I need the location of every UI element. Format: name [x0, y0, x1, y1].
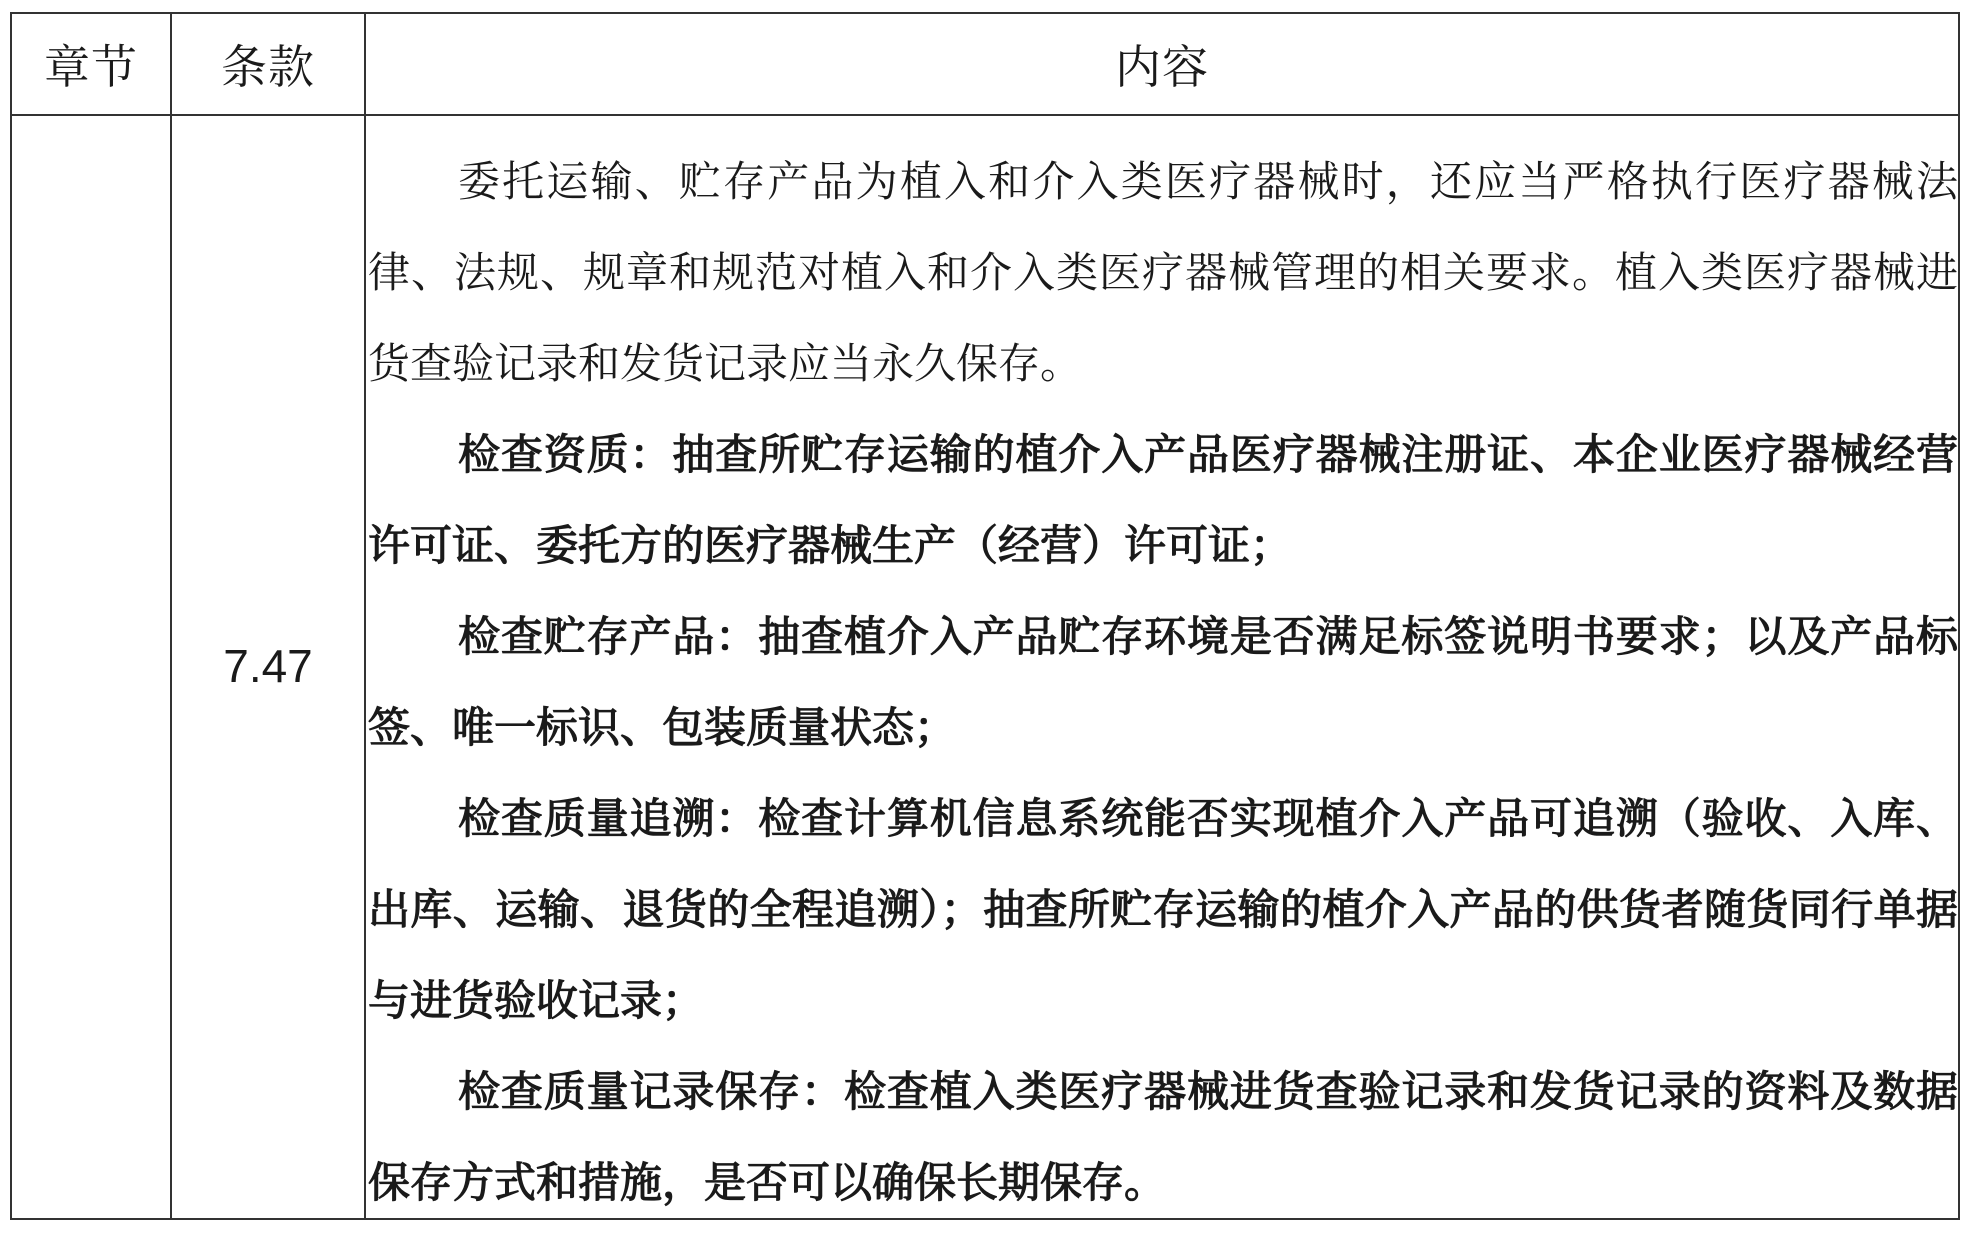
content-paragraph-qualification-check: 检查资质：抽查所贮存运输的植介入产品医疗器械注册证、本企业医疗器械经营许可证、委托方的医疗器械生产（经营）许可证； [368, 430, 1958, 570]
regulation-table [10, 12, 1960, 1220]
clause-number: 7.47 [223, 640, 313, 692]
content-paragraph-record-retention-check: 检查质量记录保存：检查植入类医疗器械进货查验记录和发货记录的资料及数据保存方式和措施，是否可以确保长期保存。 [368, 1067, 1958, 1207]
content-paragraph-storage-check: 检查贮存产品：抽查植介入产品贮存环境是否满足标签说明书要求；以及产品标签、唯一标识、包装质量状态； [368, 612, 1958, 752]
header-chapter: 章节 [44, 40, 138, 94]
content-cell [366, 114, 1958, 1218]
content-paragraph-traceability-check: 检查质量追溯：检查计算机信息系统能否实现植介入产品可追溯（验收、入库、出库、运输、退货的全程追溯）；抽查所贮存运输的植介入产品的供货者随货同行单据与进货验收记录； [368, 794, 1958, 1025]
header-clause: 条款 [221, 40, 315, 94]
content-paragraph: 委托运输、贮存产品为植入和介入类医疗器械时，还应当严格执行医疗器械法律、法规、规章和规范对植入和介入类医疗器械管理的相关要求。植入类医疗器械进货查验记录和发货记录应当永久保存。 [368, 157, 1958, 388]
header-content: 内容 [1115, 40, 1209, 94]
chapter-cell [12, 114, 170, 1218]
